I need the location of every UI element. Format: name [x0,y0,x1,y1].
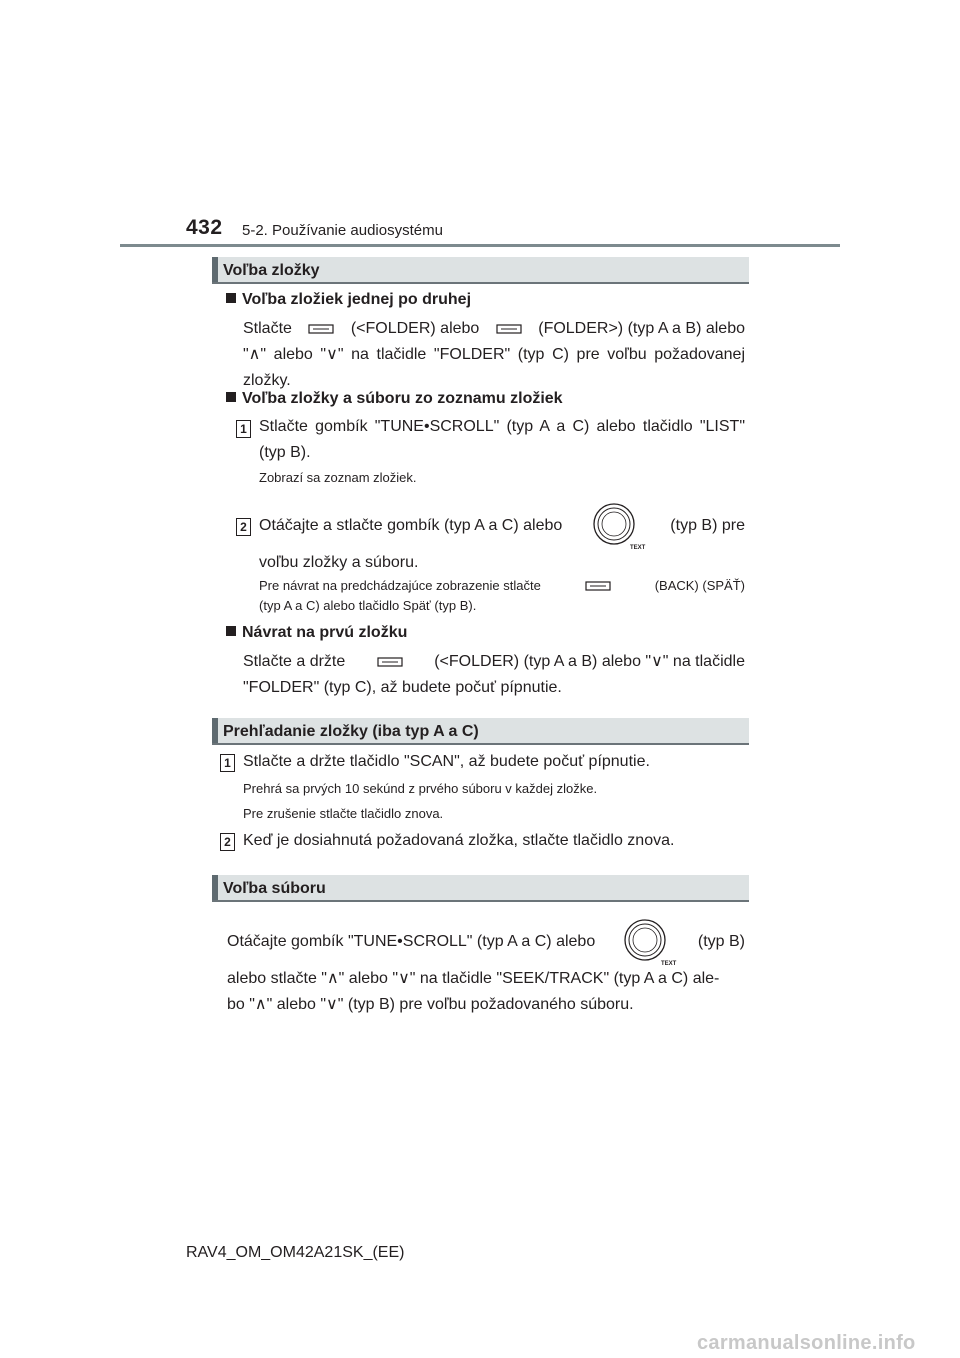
back-button-icon [585,579,611,593]
step-1-text: Stlačte gombík "TUNE•SCROLL" (typ A a C) alebo tlačidlo "LIST" (typ B). [259,418,745,461]
section-heading-folder-select [212,257,749,284]
subheading-folder-from-list: Voľba zložky a súboru zo zoznamu zložiek [226,390,563,408]
heading-bar [212,875,218,900]
heading-bar [212,718,218,743]
section-title: Voľba súboru [223,880,326,897]
scan-step-1-note-1: Prehrá sa prvých 10 sekúnd z prvého súboru v každej zložke. [243,781,598,796]
step-1-note: Zobrazí sa zoznam zložiek. [259,470,417,485]
chapter-title: 5-2. Používanie audiosystému [242,222,443,239]
button-icon [496,322,522,336]
watermark: carmanualsonline.info [697,1332,916,1354]
paragraph-file-select: Otáčajte gombík "TUNE•SCROLL" (typ A a C) alebo TEXT (typ B) alebo stlačte "∧" alebo "∨" na tlačidle "SEEK/TRACK" (typ A a C) ale- bo "∧" alebo "∨" (typ B) pre voľbu požadovaného súboru. [227,916,745,1018]
square-bullet-icon [226,626,236,636]
tune-knob-icon [621,916,676,968]
step-number-1: 1 [220,754,235,772]
subheading-back-to-first: Návrat na prvú zložku [226,624,407,642]
step-2-text: Otáčajte a stlačte gombík (typ A a C) alebo TEXT (typ B) pre voľbu zložky a súboru. [259,500,745,576]
svg-text:TEXT: TEXT [660,961,676,967]
page-number: 432 [186,216,223,239]
section-title: Prehľadanie zložky (iba typ A a C) [223,723,479,740]
button-icon [308,322,334,336]
header-rule [120,244,840,247]
step-number-1: 1 [236,420,251,438]
section-title: Voľba zložky [223,262,320,279]
button-icon [377,655,403,669]
tune-knob-icon [590,500,646,552]
subheading-folder-one-by-one: Voľba zložiek jednej po druhej [226,291,471,309]
square-bullet-icon [226,392,236,402]
square-bullet-icon [226,293,236,303]
paragraph-folder-one-by-one: Stlačte (<FOLDER) alebo (FOLDER>) (typ A a B) alebo "∧" alebo "∨" na tlačidle "FOLDER" (typ C) pre voľbu požadovanej zložky. [243,320,745,389]
section-heading-folder-scan [212,718,749,745]
step-2-note: Pre návrat na predchádzajúce zobrazenie stlačte (BACK) (SPÄŤ) (typ A a C) alebo tlačidlo Späť (typ B). [259,578,745,613]
paragraph-back-to-first: Stlačte a držte (<FOLDER) (typ A a B) alebo "∨" na tlačidle "FOLDER" (typ C), až budete počuť pípnutie. [243,653,745,696]
step-number-2: 2 [236,518,251,536]
scan-step-1-note-2: Pre zrušenie stlačte tlačidlo znova. [243,806,444,821]
section-heading-file-select [212,875,749,902]
svg-text:TEXT: TEXT [630,545,646,551]
scan-step-1-text: Stlačte a držte tlačidlo "SCAN", až budete počuť pípnutie. [243,753,650,770]
scan-step-2-text: Keď je dosiahnutá požadovaná zložka, stlačte tlačidlo znova. [243,832,675,849]
doc-code: RAV4_OM_OM42A21SK_(EE) [186,1244,405,1261]
heading-bar [212,257,218,282]
step-number-2: 2 [220,833,235,851]
